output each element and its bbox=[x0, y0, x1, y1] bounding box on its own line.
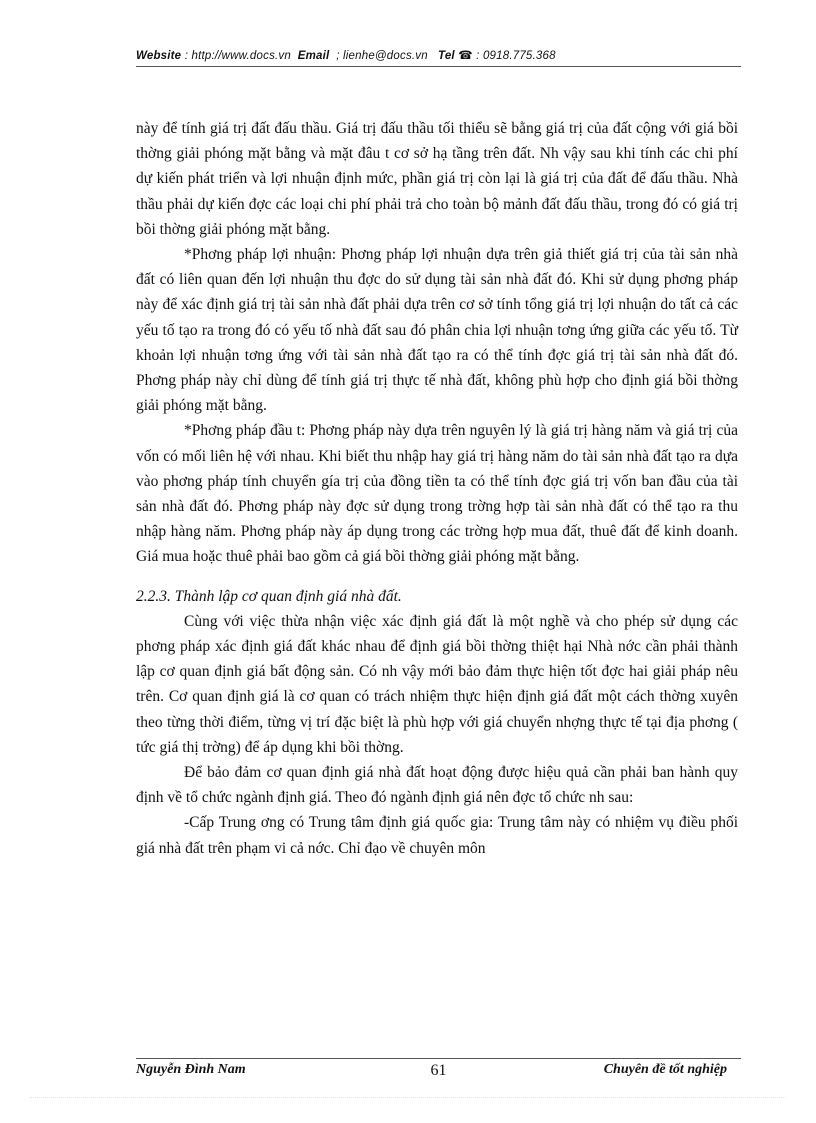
paragraph-6: -Cấp Trung ơng có Trung tâm định giá quốc gia: Trung tâm này có nhiệm vụ điều phối giá nhà đất trên phạm vi cả nớc. Chỉ đạo về chuyên môn bbox=[136, 814, 738, 857]
footer-doc-type: Chuyên đề tốt nghiệp bbox=[603, 1062, 727, 1077]
bottom-dotted-line bbox=[30, 1097, 786, 1098]
website-url[interactable]: : http://www.docs.vn bbox=[184, 50, 291, 62]
paragraph-4: Cùng với việc thừa nhận việc xác định giá đất là một nghề và cho phép sử dụng các phơng pháp xác định giá đất khác nhau để định giá bồi thờng thiệt hại Nhà nớc cần phải thành lập cơ quan định giá bất động sản. Có nh vậy mới bảo đảm thực hiện tốt đợc hai giải pháp nêu trên. Cơ quan định giá là cơ quan có trách nhiệm thực hiện định giá đất một cách thờng xuyên theo từng thời điểm, từng vị trí đặc biệt là phù hợp với giá chuyển nhợng thực tế tại địa phơng ( tức giá thị trờng) để áp dụng khi bồi thờng. bbox=[136, 612, 738, 756]
footer-author: Nguyễn Đình Nam bbox=[136, 1062, 246, 1077]
paragraph-1: này để tính giá trị đất đấu thầu. Giá trị đấu thầu tối thiểu sẽ bằng giá trị của đất cộng với giá bồi thờng giải phóng mặt bằng và mặt đâu t cơ sở hạ tầng trên đất. Nh vậy sau khi tính các chi phí dự kiến phát triển và lợi nhuận định mức, phần giá trị còn lại là giá trị của đất để đấu thầu. Nhà thầu phải dự kiến đợc các loại chi phí phải trả cho toàn bộ mảnh đất đấu thầu, trong đó có giá trị bồi thờng giải phóng mặt bằng. bbox=[136, 120, 738, 238]
tel-label: Tel ☎ bbox=[438, 50, 473, 62]
page-footer bbox=[136, 1062, 741, 1084]
email-value[interactable]: ; lienhe@docs.vn bbox=[336, 50, 428, 62]
page-header bbox=[136, 48, 741, 62]
paragraph-5: Để bảo đảm cơ quan định giá nhà đất hoạt động được hiệu quả cần phải ban hành quy định về tổ chức ngành định giá. Theo đó ngành định giá nên đợc tổ chức nh sau: bbox=[136, 764, 738, 807]
section-heading: 2.2.3. Thành lập cơ quan định giá nhà đất. bbox=[136, 587, 402, 605]
header-rule bbox=[136, 66, 741, 67]
email-label: Email bbox=[297, 50, 330, 62]
tel-value: : 0918.775.368 bbox=[476, 50, 556, 62]
website-label: Website bbox=[136, 50, 182, 62]
paragraph-2: *Phơng pháp lợi nhuận: Phơng pháp lợi nhuận dựa trên giả thiết giá trị của tài sản nhà đất có liên quan đến lợi nhuận thu đợc do sử dụng tài sản nhà đất đó. Khi sử dụng phơng pháp này để xác định giá trị tài sản nhà đất phải dựa trên cơ sở tính tổng giá trị lợi nhuận do tất cả các yếu tố tạo ra trong đó có yếu tố nhà đất sau đó phân chia lợi nhuận tơng ứng giữa các yếu tố. Từ khoản lợi nhuận tơng ứng với tài sản nhà đất tạo ra có thể tính đợc giá trị tài sản nhà đất đó. Phơng pháp này chỉ dùng để tính giá trị thực tế nhà đất, không phù hợp cho định giá bồi thờng giải phóng mặt bằng. bbox=[136, 246, 738, 415]
document-body bbox=[136, 116, 738, 861]
footer-rule bbox=[136, 1058, 741, 1059]
paragraph-3: *Phơng pháp đầu t: Phơng pháp này dựa trên nguyên lý là giá trị hàng năm và giá trị của vốn có mối liên hệ với nhau. Khi biết thu nhập hay giá trị hàng năm do tài sản nhà đất tạo ra dựa vào phơng pháp tính chuyển gía trị của đồng tiền ta có thể tính đợc giá trị vốn ban đầu của tài sản nhà đất đó. Phơng pháp này đợc sử dụng trong trờng hợp tài sản nhà đất có thể tạo ra thu nhập hàng năm. Phơng pháp này áp dụng trong các trờng hợp mua đất, thuê đất để kinh doanh. Giá mua hoặc thuê phải bao gồm cả giá bồi thờng giải phóng mặt bằng. bbox=[136, 422, 738, 566]
page-number: 61 bbox=[430, 1062, 447, 1079]
